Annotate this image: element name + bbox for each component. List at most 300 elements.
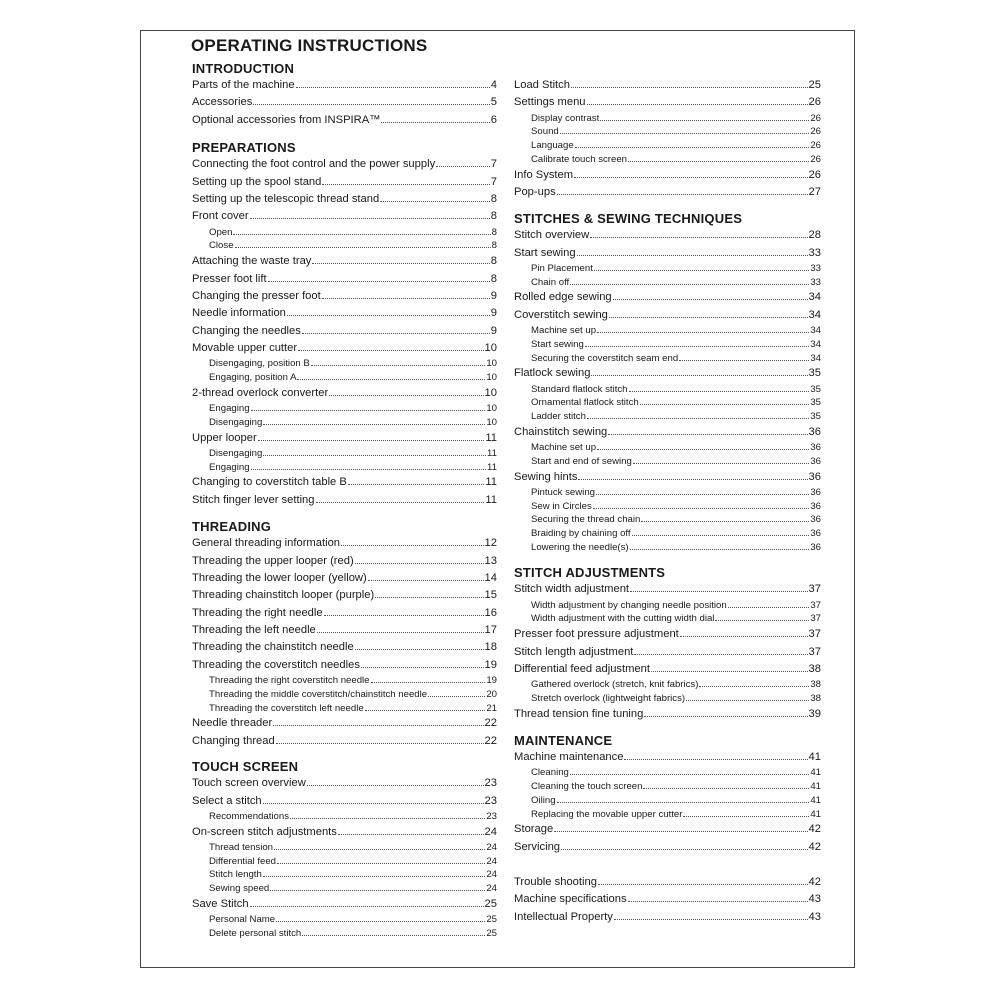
toc-page-number: 36 [808, 470, 821, 483]
toc-entry [514, 749, 821, 766]
toc-page-number: 41 [810, 767, 821, 779]
toc-page-number: 36 [810, 455, 821, 467]
toc-entry [192, 288, 497, 305]
toc-entry-label: Sewing hints [514, 470, 578, 483]
toc-entry [192, 775, 497, 792]
toc-page-number: 26 [808, 96, 821, 109]
toc-subentry [192, 927, 497, 941]
dot-leader [594, 270, 809, 271]
toc-page-number: 9 [490, 289, 497, 302]
toc-page-number: 7 [490, 175, 497, 188]
toc-page-number: 37 [808, 645, 821, 658]
toc-page-number: 24 [484, 825, 497, 838]
toc-page-number: 19 [484, 658, 497, 671]
dot-leader [338, 834, 484, 835]
toc-entry-label: Engaging, position A [209, 372, 297, 384]
toc-entry-label: Securing the coverstitch seam end [531, 352, 679, 364]
toc-page-number: 33 [808, 246, 821, 259]
toc-page-number: 39 [808, 707, 821, 720]
dot-leader [268, 281, 490, 282]
toc-page-number: 10 [486, 372, 497, 384]
toc-entry [192, 570, 497, 587]
section-heading: PREPARATIONS [192, 140, 296, 156]
toc-page-number: 11 [485, 493, 497, 506]
toc-page-number: 10 [486, 416, 497, 428]
dot-leader [630, 591, 808, 592]
dot-leader [312, 263, 489, 264]
toc-entry-label: Storage [514, 823, 554, 836]
toc-entry [514, 661, 821, 678]
toc-entry-label: Differential feed [209, 855, 277, 867]
dot-leader [577, 255, 808, 256]
toc-page-number: 26 [808, 168, 821, 181]
toc-subentry [514, 262, 821, 276]
toc-entry-label: Threading chainstitch looper (purple) [192, 589, 375, 602]
toc-page-number: 16 [484, 606, 497, 619]
toc-entry [514, 77, 821, 94]
toc-page-number: 37 [810, 613, 821, 625]
toc-page-number: 42 [808, 823, 821, 836]
toc-subentry [514, 692, 821, 706]
toc-entry-label: Threading the left needle [192, 624, 316, 637]
dot-leader [380, 201, 490, 202]
toc-subentry [514, 112, 821, 126]
page-title: OPERATING INSTRUCTIONS [191, 36, 428, 55]
toc-subentry [514, 678, 821, 692]
toc-entry-label: Open [209, 226, 233, 238]
toc-entry [192, 340, 497, 357]
toc-page-number: 21 [486, 702, 497, 714]
toc-entry-label: Disengaging, position B [209, 358, 310, 370]
toc-subentry [514, 455, 821, 469]
dot-leader [316, 502, 485, 503]
toc-entry-label: Cleaning [531, 767, 569, 779]
toc-entry-label: General threading information [192, 537, 341, 550]
toc-entry-label: Sound [531, 126, 559, 138]
toc-entry [514, 821, 821, 838]
toc-subentry [514, 766, 821, 780]
section-heading: STITCHES & SEWING TECHNIQUES [514, 211, 743, 227]
toc-page-number: 17 [484, 624, 497, 637]
toc-column-right [514, 60, 821, 926]
toc-entry-label: Optional accessories from INSPIRA™ [192, 113, 381, 126]
toc-entry-label: Front cover [192, 210, 249, 223]
toc-entry-label: Engaging [209, 461, 250, 473]
dot-leader [554, 831, 807, 832]
toc-entry [514, 184, 821, 201]
dot-leader [276, 743, 484, 744]
toc-section-touch-screen [192, 758, 497, 940]
toc-page-number: 43 [808, 910, 821, 923]
dot-leader [274, 849, 485, 850]
dot-leader [317, 632, 484, 633]
toc-entry [192, 605, 497, 622]
toc-entry [192, 323, 497, 340]
toc-page-number: 36 [810, 514, 821, 526]
toc-page-number: 38 [810, 679, 821, 691]
toc-page-number: 22 [484, 734, 497, 747]
toc-subentry [514, 794, 821, 808]
toc-page-number: 8 [491, 240, 497, 252]
dot-leader [253, 104, 489, 105]
toc-subentry [514, 139, 821, 153]
dot-leader [585, 346, 810, 347]
dot-leader [263, 876, 486, 877]
toc-entry-label: Settings menu [514, 96, 586, 109]
toc-page-number: 36 [810, 500, 821, 512]
toc-entry [192, 733, 497, 750]
toc-section-continued [514, 874, 821, 926]
toc-entry [514, 626, 821, 643]
toc-subentry [514, 153, 821, 167]
toc-page-number: 41 [810, 808, 821, 820]
toc-page-number: 8 [490, 192, 497, 205]
toc-entry-label: Setting up the spool stand [192, 175, 322, 188]
toc-subentry [514, 808, 821, 822]
toc-subentry [192, 371, 497, 385]
toc-entry-label: Needle information [192, 307, 286, 320]
toc-subentry [192, 239, 497, 253]
toc-page-number: 9 [490, 324, 497, 337]
toc-entry [514, 167, 821, 184]
dot-leader [263, 803, 484, 804]
toc-page-number: 38 [808, 662, 821, 675]
toc-entry [192, 474, 497, 491]
toc-subentry [192, 702, 497, 716]
toc-page-number: 12 [484, 537, 497, 550]
toc-entry [192, 657, 497, 674]
toc-page-number: 38 [810, 692, 821, 704]
dot-leader [381, 122, 489, 123]
dot-leader [587, 104, 808, 105]
dot-leader [307, 785, 484, 786]
toc-entry-label: Select a stitch [192, 794, 262, 807]
toc-subentry [514, 338, 821, 352]
dot-leader [629, 391, 810, 392]
dot-leader [715, 620, 809, 621]
toc-entry-label: Cleaning the touch screen [531, 781, 643, 793]
toc-entry-label: Connecting the foot control and the power supply [192, 158, 436, 171]
toc-page-number: 34 [808, 291, 821, 304]
dot-leader [233, 234, 490, 235]
toc-entry-label: Flatlock sewing [514, 367, 591, 380]
toc-page-number: 36 [810, 442, 821, 454]
toc-column-left [192, 60, 497, 940]
toc-entry-label: Rolled edge sewing [514, 291, 612, 304]
dot-leader [263, 455, 486, 456]
toc-entry-label: Threading the right needle [192, 606, 323, 619]
dot-leader [608, 434, 807, 435]
dot-leader [324, 615, 484, 616]
toc-subentry [192, 855, 497, 869]
section-heading: INTRODUCTION [192, 61, 295, 76]
dot-leader [273, 725, 483, 726]
dot-leader [600, 120, 809, 121]
toc-entry-label: Movable upper cutter [192, 342, 298, 355]
toc-entry-label: Changing to coverstitch table B [192, 476, 347, 489]
toc-subentry [514, 441, 821, 455]
dot-leader [644, 716, 807, 717]
toc-page-number: 10 [486, 358, 497, 370]
dot-leader [728, 607, 810, 608]
toc-entry-label: Machine set up [531, 325, 597, 337]
toc-subentry [514, 352, 821, 366]
toc-entry-label: Standard flatlock stitch [531, 383, 628, 395]
toc-entry [192, 305, 497, 322]
toc-page-number: 7 [490, 158, 497, 171]
toc-entry [192, 587, 497, 604]
toc-section-maintenance [514, 732, 821, 856]
toc-page-number: 26 [810, 126, 821, 138]
dot-leader [628, 161, 809, 162]
dot-leader [250, 218, 490, 219]
toc-page-number: 4 [490, 79, 497, 91]
toc-page-number: 41 [808, 751, 821, 764]
toc-entry [192, 385, 497, 402]
dot-leader [634, 654, 807, 655]
dot-leader [355, 649, 484, 650]
toc-entry-label: Touch screen overview [192, 777, 306, 790]
toc-subentry [192, 810, 497, 824]
toc-subentry [192, 688, 497, 702]
toc-entry-label: Attaching the waste tray [192, 255, 312, 268]
dot-leader [322, 184, 489, 185]
toc-entry [192, 253, 497, 270]
toc-page-number: 24 [486, 855, 497, 867]
dot-leader [591, 375, 807, 376]
toc-page-number: 26 [810, 153, 821, 165]
toc-entry-label: Load Stitch [514, 79, 570, 91]
toc-subentry [192, 402, 497, 416]
dot-leader [311, 365, 486, 366]
dot-leader [643, 788, 809, 789]
toc-page-number: 22 [484, 717, 497, 730]
toc-page-number: 24 [486, 869, 497, 881]
dot-leader [355, 563, 484, 564]
toc-page-number: 8 [490, 272, 497, 285]
toc-entry [192, 715, 497, 732]
dot-leader [640, 404, 810, 405]
toc-entry-label: Chainstitch sewing [514, 425, 608, 438]
dot-leader [571, 87, 808, 88]
dot-leader [297, 379, 485, 380]
toc-page-number: 25 [486, 914, 497, 926]
dot-leader [250, 906, 484, 907]
toc-entry [192, 271, 497, 288]
toc-entry-label: Changing thread [192, 734, 275, 747]
dot-leader [263, 424, 485, 425]
toc-entry-label: Display contrast [531, 112, 600, 124]
dot-leader [574, 177, 807, 178]
dot-leader [298, 350, 483, 351]
toc-page-number: 5 [490, 96, 497, 109]
toc-page-number: 25 [808, 79, 821, 91]
toc-entry-label: Personal Name [209, 914, 276, 926]
toc-page-number: 37 [808, 628, 821, 641]
toc-entry-label: Lowering the needle(s) [531, 541, 629, 553]
toc-subentry [192, 461, 497, 475]
toc-entry-label: Thread tension [209, 841, 273, 853]
toc-page-number: 25 [486, 927, 497, 939]
toc-entry-label: Disengaging [209, 416, 263, 428]
toc-entry-label: Sewing speed [209, 883, 270, 895]
dot-leader [348, 484, 485, 485]
toc-entry-label: Setting up the telescopic thread stand [192, 192, 380, 205]
dot-leader [570, 774, 809, 775]
dot-leader [322, 298, 490, 299]
toc-subentry [192, 674, 497, 688]
toc-page-number: 11 [485, 476, 497, 489]
toc-subentry [192, 447, 497, 461]
toc-page-number: 24 [486, 883, 497, 895]
toc-entry [192, 896, 497, 913]
toc-subentry [514, 541, 821, 555]
dot-leader [557, 802, 810, 803]
dot-leader [578, 479, 807, 480]
dot-leader [613, 299, 808, 300]
dot-leader [560, 133, 810, 134]
toc-entry-label: Chain off [531, 276, 570, 288]
toc-page-number: 14 [484, 571, 497, 584]
toc-subentry [514, 486, 821, 500]
toc-entry-label: Recommendations [209, 810, 289, 822]
toc-entry-label: Stretch overlock (lightweight fabrics) [531, 692, 686, 704]
toc-page-number: 24 [486, 841, 497, 853]
toc-entry [192, 174, 497, 191]
toc-entry-label: Delete personal stitch [209, 927, 302, 939]
toc-entry-label: Stitch overview [514, 229, 590, 242]
toc-entry [192, 492, 497, 509]
toc-entry-label: Threading the chainstitch needle [192, 641, 354, 654]
toc-page-number: 33 [810, 276, 821, 288]
toc-entry-label: Pintuck sewing [531, 486, 595, 498]
toc-entry-label: Start sewing [531, 338, 584, 350]
toc-page-number: 28 [808, 229, 821, 242]
toc-entry-label: Machine maintenance [514, 751, 624, 764]
toc-subentry [514, 599, 821, 613]
toc-subentry [514, 780, 821, 794]
toc-entry-label: Info System [514, 168, 574, 181]
dot-leader [290, 818, 485, 819]
toc-page-number: 11 [485, 431, 497, 444]
toc-entry [192, 94, 497, 111]
toc-entry-label: Stitch finger lever setting [192, 493, 315, 506]
toc-section-preparations [192, 139, 497, 509]
dot-leader [365, 710, 486, 711]
toc-subentry [192, 882, 497, 896]
toc-page-number: 43 [808, 893, 821, 906]
toc-page-number: 18 [484, 641, 497, 654]
toc-subentry [514, 527, 821, 541]
toc-page-number: 10 [484, 342, 497, 355]
dot-leader [570, 284, 809, 285]
dot-leader [683, 816, 809, 817]
toc-subentry [192, 868, 497, 882]
dot-leader [302, 935, 485, 936]
dot-leader [633, 463, 810, 464]
toc-entry-label: Machine specifications [514, 893, 627, 906]
toc-entry-label: Trouble shooting [514, 875, 597, 888]
toc-page-number: 11 [487, 461, 497, 473]
dot-leader [651, 671, 808, 672]
toc-entry-label: On-screen stitch adjustments [192, 825, 337, 838]
dot-leader [428, 696, 485, 697]
dot-leader [628, 901, 808, 902]
dot-leader [371, 682, 486, 683]
toc-page-number: 42 [808, 875, 821, 888]
toc-page-number: 34 [810, 338, 821, 350]
toc-page-number: 23 [484, 777, 497, 790]
dot-leader [680, 636, 808, 637]
section-heading: THREADING [192, 519, 272, 535]
toc-subentry [514, 383, 821, 397]
toc-page-number: 10 [486, 403, 497, 415]
toc-page-number: 34 [810, 352, 821, 364]
toc-page-number: 42 [808, 840, 821, 853]
toc-entry-label: Braiding by chaining off [531, 527, 631, 539]
dot-leader [557, 194, 808, 195]
toc-page-number: 15 [484, 589, 497, 602]
toc-subentry [514, 513, 821, 527]
dot-leader [251, 469, 486, 470]
toc-entry-label: Sew in Circles [531, 500, 592, 512]
toc-subentry [514, 410, 821, 424]
dot-leader [235, 247, 491, 248]
dot-leader [598, 884, 808, 885]
dot-leader [593, 508, 810, 509]
toc-subentry [514, 276, 821, 290]
toc-page-number: 25 [484, 897, 497, 910]
toc-entry-label: 2-thread overlock converter [192, 386, 329, 399]
toc-entry-label: Width adjustment by changing needle position [531, 599, 727, 611]
toc-page-number: 33 [810, 263, 821, 275]
toc-page-number: 35 [810, 411, 821, 423]
toc-page-number: 36 [808, 425, 821, 438]
dot-leader [575, 147, 810, 148]
toc-page-number: 23 [484, 794, 497, 807]
toc-page-number: 20 [486, 688, 497, 700]
toc-page-number: 37 [810, 599, 821, 611]
toc-entry-label: Start sewing [514, 246, 576, 259]
dot-leader [277, 863, 485, 864]
toc-entry-label: Replacing the movable upper cutter [531, 808, 683, 820]
toc-page-number: 36 [810, 541, 821, 553]
toc-entry [514, 227, 821, 244]
toc-page-number: 36 [810, 527, 821, 539]
toc-page-number: 35 [810, 383, 821, 395]
toc-page-number: 11 [487, 447, 497, 459]
toc-subentry [514, 125, 821, 139]
toc-entry-label: Presser foot lift [192, 272, 267, 285]
toc-entry-label: Save Stitch [192, 897, 249, 910]
toc-entry-label: Ladder stitch [531, 411, 586, 423]
toc-subentry [514, 396, 821, 410]
toc-section-introduction [192, 60, 497, 129]
toc-page-number: 8 [490, 210, 497, 223]
dot-leader [341, 545, 484, 546]
toc-entry [192, 191, 497, 208]
toc-page-number: 41 [810, 794, 821, 806]
toc-subentry [192, 416, 497, 430]
dot-leader [276, 921, 485, 922]
dot-leader [302, 333, 490, 334]
toc-entry-label: Changing the needles [192, 324, 301, 337]
toc-entry [192, 77, 497, 94]
dot-leader [614, 919, 808, 920]
dot-leader [287, 315, 490, 316]
toc-page-number: 26 [810, 140, 821, 152]
toc-entry [514, 245, 821, 262]
